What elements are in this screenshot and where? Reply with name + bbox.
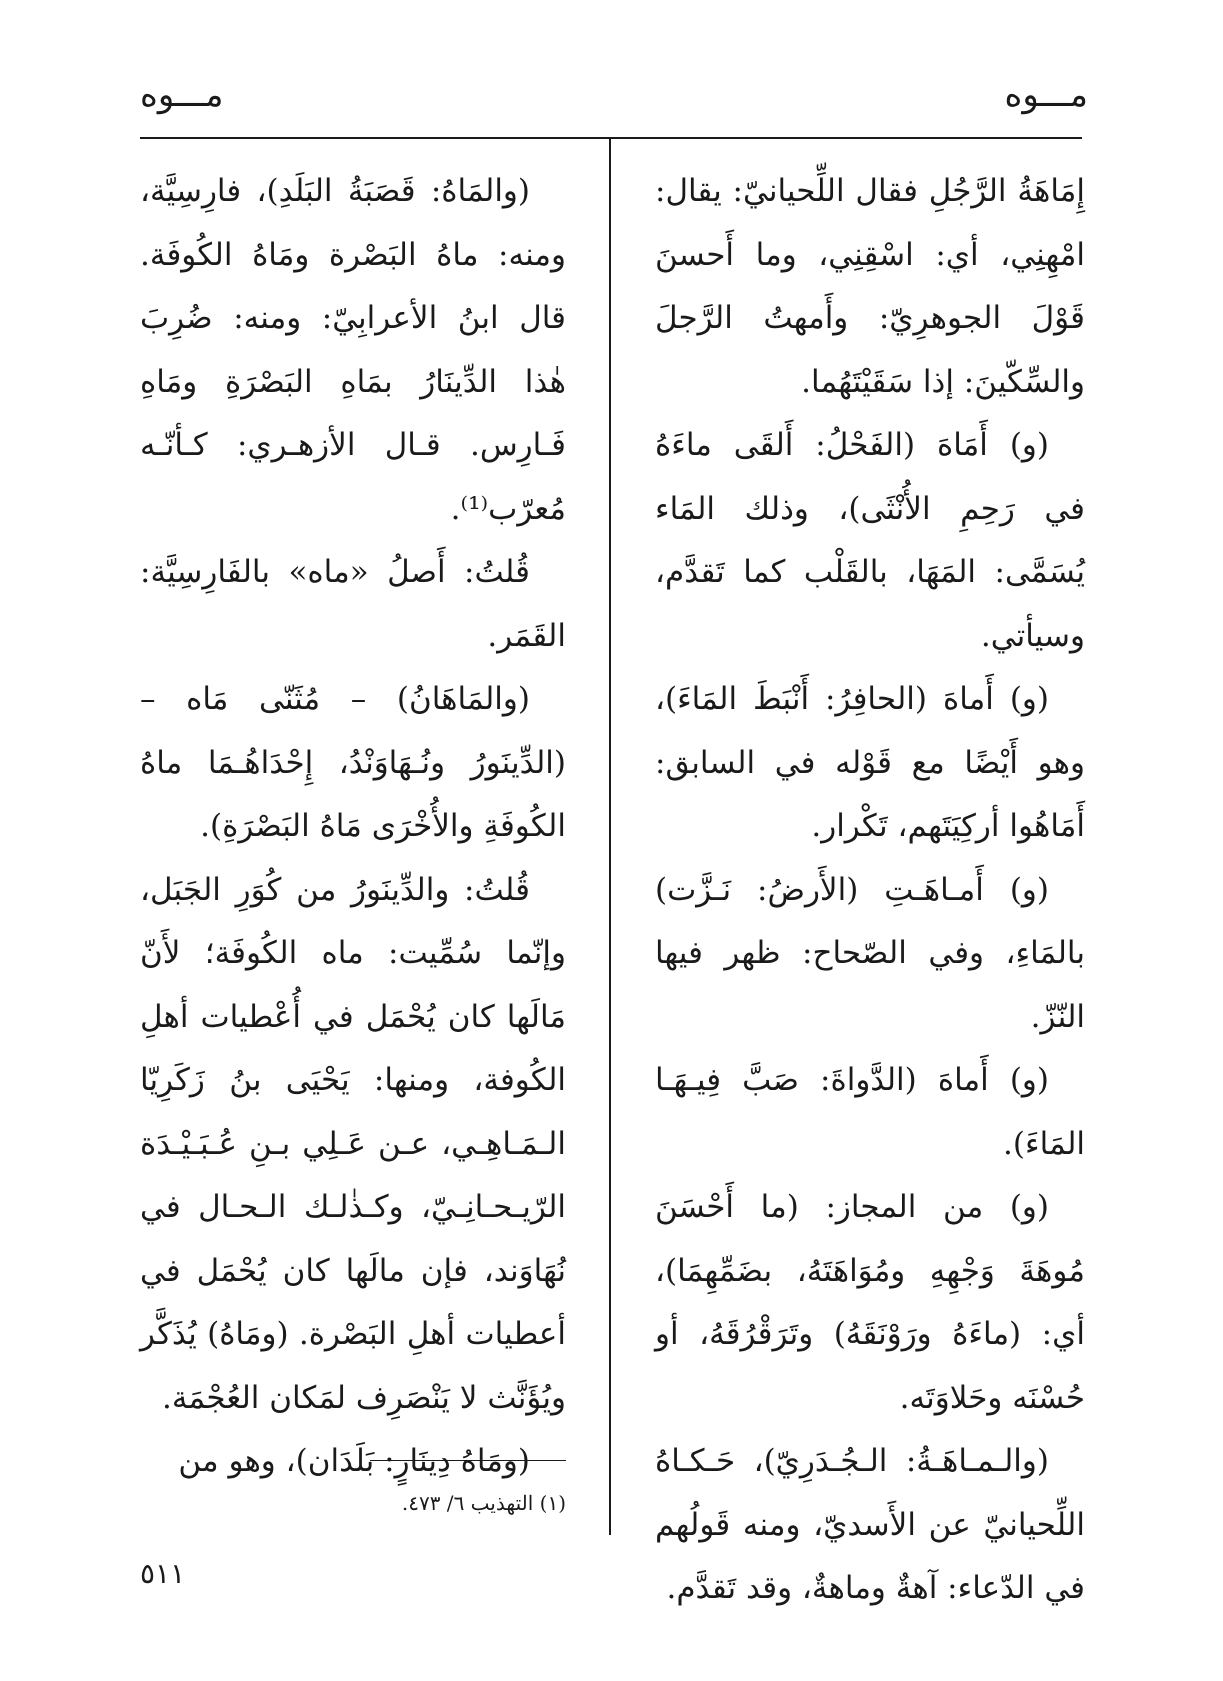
running-head-left: مـــوه [140, 75, 224, 115]
paragraph: إِمَاهَةُ الرَّجُلِ فقال اللِّحيانيّ: يقال: امْهِنِي، أي: اسْقِنِي، وما أَحسنَ قَوْلَ الجوهرِيّ: وأَمهتُ الرَّجلَ والسِّكّينَ: إذا سَقَيْتَهُما. [655, 173, 1085, 400]
right-column [655, 160, 1085, 1621]
header-rule [140, 137, 1082, 139]
paragraph: (والـمـاهَـةُ: الـجُـدَرِيّ)، حَـكـاهُ اللِّحيانيّ عن الأَسديّ، ومنه قَولُهم في الدّعاء: آهةٌ وماهةٌ، وقد تَقدَّم. [655, 1443, 1085, 1606]
left-column [140, 160, 566, 1494]
footnote-rule [370, 1460, 566, 1461]
running-head-right: مـــوه [1004, 75, 1088, 115]
paragraph: (و) أَمـاهَـتِ (الأَرضُ: نَـزَّت) بالمَاءِ، وفي الصّحاح: ظهر فيها النّزّ. [655, 871, 1085, 1035]
paragraph: قُلتُ: والدِّينَورُ من كُوَرِ الجَبَل، وإنّما سُمِّيت: ماه الكُوفَة؛ لأَنّ مَالَها كان يُحْمَل في أُعْطيات أهلِ الكُوفة، ومنها: يَحْيَى بنُ زَكَرِيّا الـمَـاهِـي، عـن عَـلِي بـنِ عُـبَـيْـدَة الرّيـحـانِـيّ، وكـذٰلـك الـحـال في نُهَاوَند، فإن مالَها كان يُحْمَل في أعطيات أهلِ البَصْرة. (ومَاهُ) يُذَكَّر ويُؤَنَّث لا يَنْصَرِف لمَكان العُجْمَة. [140, 871, 566, 1416]
paragraph: (و) من المجاز: (ما أَحْسَنَ مُوهَةَ وَجْهِهِ ومُوَاهَتَهُ، بضَمِّهِمَا)، أي: (ماءَهُ ورَوْنَقَهُ) وتَرَقْرُقَهُ، أو حُسْنَه وحَلاوَتَه. [655, 1189, 1085, 1416]
paragraph: (و) أَماهَ (الحافِرُ: أَنْبَطَ المَاءَ)، وهو أَيْضًا مع قَوْله في السابق: أَمَاهُوا أركِيَتَهم، تَكْرار. [655, 681, 1085, 844]
paragraph: (والمَاهُ: قَصَبَةُ البَلَدِ)، فارِسِيَّة، ومنه: ماهُ البَصْرة ومَاهُ الكُوفَة. قال ابنُ الأعرابِيّ: ومنه: ضُرِبَ هٰذا الدِّينَارُ بمَاهِ البَصْرَةِ ومَاهِ فَـارِس. قـال الأزهـري: كـأنّـه مُعرّب⁽¹⁾. [140, 173, 566, 527]
footnote: (١) التهذيب ٦/ ٤٧٣. [401, 1491, 566, 1515]
page-number: ٥١١ [140, 1557, 186, 1590]
paragraph: قُلتُ: أَصلُ «ماه» بالفَارِسِيَّة: القَمَر. [140, 554, 566, 654]
paragraph: (و) أَماهَ (الدَّواةَ: صَبَّ فِيـهَـا المَاءَ). [655, 1062, 1085, 1162]
column-divider [609, 137, 611, 1535]
paragraph: (والمَاهَانُ) – مُثَنّى مَاه – (الدِّينَورُ ونُـهَاوَنْدُ، إِحْدَاهُـمَا ماهُ الكُوفَةِ والأُخْرَى مَاهُ البَصْرَةِ). [140, 681, 566, 844]
paragraph: (و) أَمَاهَ (الفَحْلُ: أَلقَى ماءَهُ في رَحِمِ الأُنْثَى)، وذلك المَاء يُسَمَّى: المَهَا، بالقَلْب كما تَقدَّم، وسيأتي. [655, 427, 1085, 654]
paragraph: (ومَاهُ دِينَارٍ: بَلَدَان)، وهو من [178, 1443, 530, 1479]
